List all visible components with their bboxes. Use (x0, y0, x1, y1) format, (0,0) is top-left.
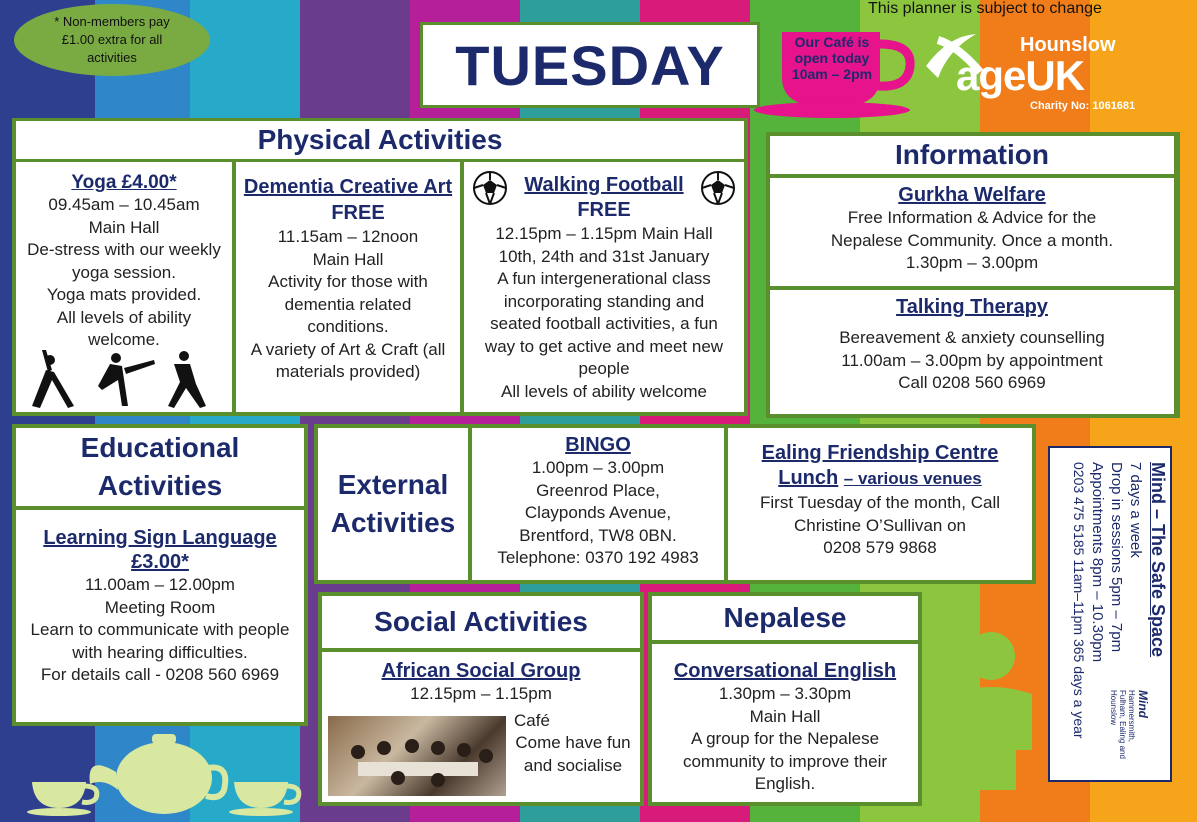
planner-notice: This planner is subject to change (868, 0, 1102, 17)
ealing-name-2: Lunch (778, 467, 839, 489)
gurkha-card (770, 178, 1174, 286)
dementia-card (236, 162, 460, 412)
yoga-description: De-stress with our weekly yoga session. (27, 240, 221, 282)
bingo-time: 1.00pm – 3.00pm (531, 458, 665, 477)
ageuk-logo (918, 22, 1158, 114)
cafe-cup (752, 28, 924, 120)
gurkha-description: Free Information & Advice for the Nepalese Community. Once a month. (830, 208, 1114, 250)
football-icon (700, 170, 736, 206)
physical-title: Physical Activities (257, 124, 503, 155)
ealing-name: Ealing Friendship Centre (761, 442, 999, 464)
ealing-venues: – various venues (843, 469, 982, 488)
educational-title-box (16, 428, 304, 506)
sign-language-contact: For details call - 0208 560 6969 (40, 665, 280, 684)
bingo-address-3: Brentford, TW8 0BN. (519, 525, 677, 545)
african-description: Come have fun and socialise (515, 733, 631, 775)
ealing-phone: 0208 579 9868 (823, 538, 937, 557)
org-region: Hounslow (1020, 34, 1116, 56)
dementia-name: Dementia Creative Art (243, 176, 453, 198)
yoga-silhouettes-icon (24, 350, 224, 412)
ealing-card (728, 428, 1032, 580)
english-location: Main Hall (749, 706, 821, 726)
sign-language-card (16, 510, 304, 722)
english-time: 1.30pm – 3.30pm (718, 684, 852, 703)
teapot-cups-icon (24, 724, 324, 820)
sign-language-location: Meeting Room (104, 597, 216, 617)
day-title: TUESDAY (455, 33, 725, 97)
football-time: 12.15pm – 1.15pm Main Hall (495, 224, 713, 243)
social-title: Social Activities (374, 606, 588, 637)
football-price: FREE (577, 199, 631, 221)
nepalese-title: Nepalese (723, 602, 847, 633)
day-title-box (420, 22, 760, 108)
cafe-hours: Our Café is open today 10am – 2pm (791, 34, 873, 82)
physical-title-box (16, 121, 744, 159)
dementia-materials: A variety of Art & Craft (all materials provided) (250, 339, 446, 381)
english-name: Conversational English (673, 660, 897, 682)
mind-appointments: Appointments 8pm – 10.30pm (1089, 462, 1106, 663)
football-icon (472, 170, 508, 206)
mind-drop-in: Drop in sessions 5pm – 7pm (1108, 462, 1125, 653)
dementia-description: Activity for those with dementia related conditions. (268, 272, 428, 336)
mind-title: Mind – The Safe Space (1148, 462, 1168, 658)
english-card (652, 644, 918, 802)
mind-phone: 0203 475 5185 11am–11pm 365 days a year (1071, 462, 1087, 739)
ealing-description: First Tuesday of the month, Call Christine O’Sullivan on (760, 493, 1000, 535)
yoga-location: Main Hall (88, 217, 160, 237)
yoga-levels: All levels of ability welcome. (56, 307, 192, 349)
english-description: A group for the Nepalese community to improve their English. (682, 729, 888, 793)
mind-logo: Mind Hammersmith, Fulham, Ealing and Hounslow (1109, 690, 1150, 759)
sign-language-name: Learning Sign Language £3.00* (43, 527, 277, 573)
bingo-address-1: Greenrod Place, (536, 480, 660, 500)
information-title-box (770, 136, 1174, 174)
social-title-box (322, 596, 640, 648)
external-title: External Activities (330, 469, 456, 538)
gurkha-time: 1.30pm – 3.00pm (905, 253, 1039, 272)
african-photo (328, 716, 506, 796)
african-time: 12.15pm – 1.15pm (410, 684, 552, 703)
group-photo-icon (328, 716, 506, 796)
non-members-note: * Non-members pay £1.00 extra for all activities (14, 4, 210, 76)
sign-language-description: Learn to communicate with people with hearing difficulties. (30, 620, 290, 662)
dementia-price: FREE (331, 202, 385, 224)
yoga-card (16, 162, 232, 412)
football-description: A fun intergenerational class incorporating standing and seated football activities, a fun way to get active and meet new people (484, 269, 724, 378)
bingo-phone: Telephone: 0370 192 4983 (497, 548, 699, 567)
football-levels: All levels of ability welcome (501, 381, 707, 401)
therapy-phone: Call 0208 560 6969 (898, 373, 1046, 392)
football-name: Walking Football (524, 174, 684, 196)
therapy-description: Bereavement & anxiety counselling (839, 328, 1105, 347)
therapy-name: Talking Therapy (896, 296, 1048, 318)
therapy-time: 11.00am – 3.00pm by appointment (841, 350, 1103, 370)
bingo-address-2: Clayponds Avenue, (524, 503, 672, 522)
nepalese-title-box (652, 596, 918, 640)
educational-title: Educational Activities (80, 432, 240, 501)
mind-card (1048, 446, 1172, 782)
african-location: Café (514, 711, 550, 730)
yoga-time: 09.45am – 10.45am (48, 195, 200, 214)
sign-language-time: 11.00am – 12.00pm (85, 575, 235, 594)
bingo-name: BINGO (565, 434, 631, 456)
org-brand: ageUK (956, 52, 1085, 99)
dementia-time: 11.15am – 12noon (277, 227, 419, 246)
football-card (464, 162, 744, 412)
african-card (322, 652, 640, 802)
charity-number: Charity No: 1061681 (1030, 100, 1136, 112)
football-dates: 10th, 24th and 31st January (498, 246, 710, 266)
person-silhouette-icon (936, 630, 1046, 790)
african-name: African Social Group (381, 660, 581, 682)
dementia-location: Main Hall (312, 249, 384, 269)
yoga-mats: Yoga mats provided. (46, 285, 202, 304)
bingo-card (472, 428, 724, 580)
mind-days: 7 days a week (1127, 462, 1144, 558)
gurkha-name: Gurkha Welfare (898, 184, 1046, 206)
therapy-card (770, 290, 1174, 414)
information-title: Information (895, 139, 1049, 170)
external-title-box (318, 428, 468, 580)
yoga-name: Yoga £4.00* (71, 172, 177, 193)
